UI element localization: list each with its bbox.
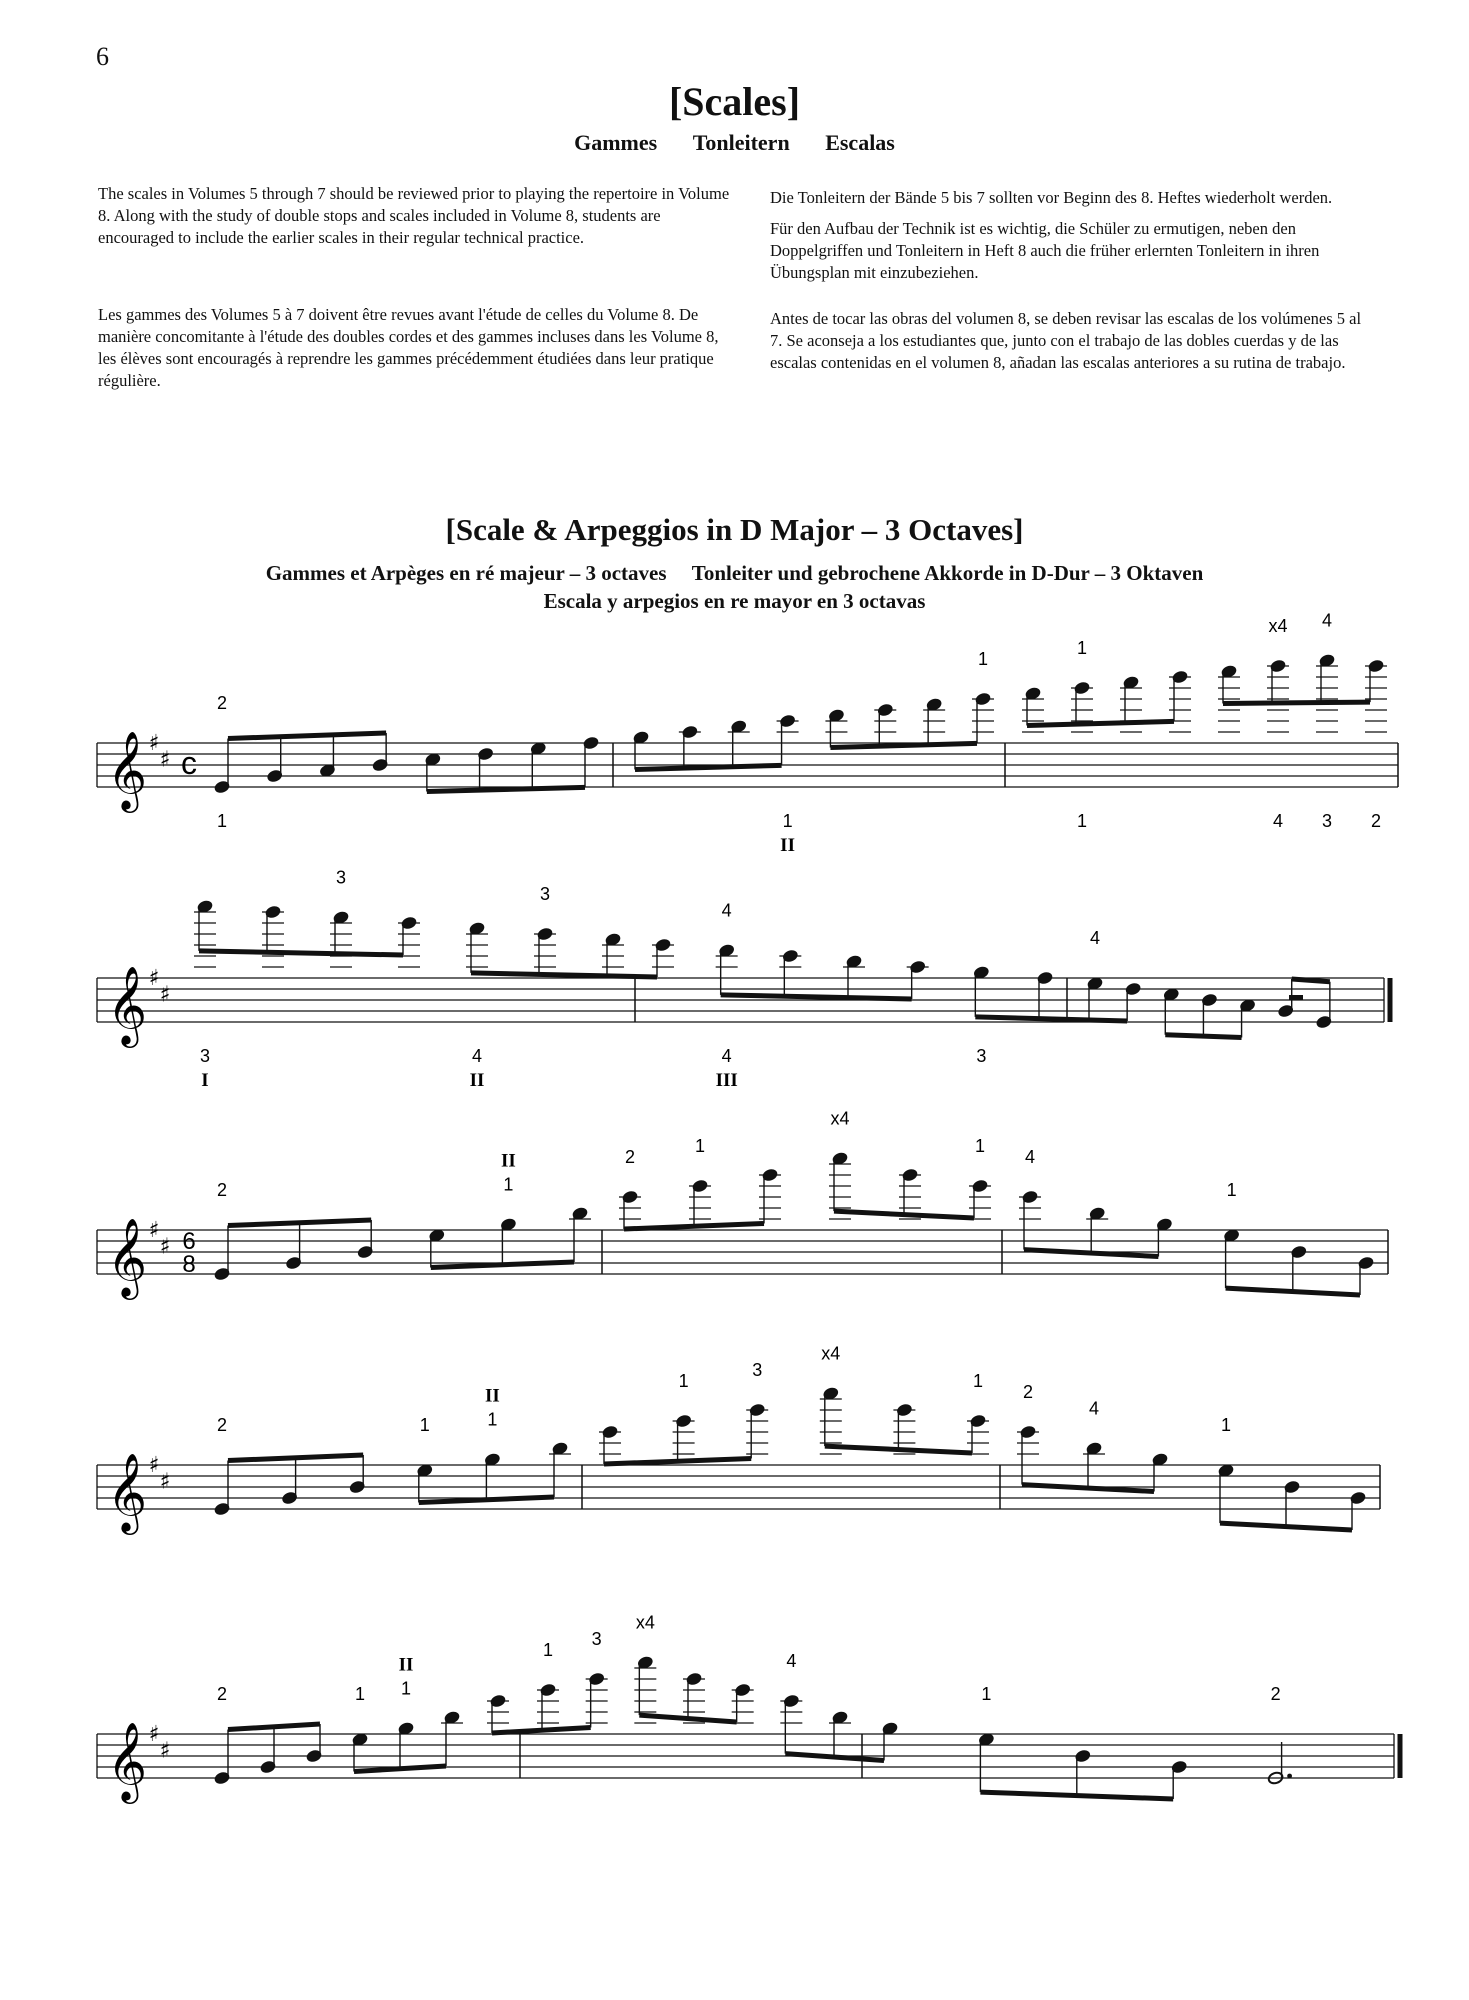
fingering-below: 4	[471, 1046, 483, 1066]
paragraph-german-1: Die Tonleitern der Bände 5 bis 7 sollten vor Beginn des 8. Heftes wiederholt werden.	[770, 188, 1333, 207]
fingering-above: 1	[419, 1415, 430, 1435]
beam	[1022, 1485, 1154, 1492]
beam	[975, 1017, 1127, 1021]
fingering-above: 2	[1270, 1684, 1281, 1704]
section-subtitle-spanish: Escala y arpegios en re mayor en 3 octavas	[543, 589, 926, 613]
time-signature-denominator: 8	[182, 1251, 196, 1278]
key-sharp-f: ♯	[148, 731, 160, 756]
fingering-below: 1	[216, 811, 228, 831]
beam	[492, 1728, 591, 1734]
beam	[228, 1455, 363, 1461]
fingering-below: 2	[1370, 811, 1382, 831]
page-number: 6	[96, 42, 109, 71]
beam	[834, 1211, 974, 1218]
fingering-below: 4	[721, 1046, 732, 1066]
fingering-above: 1	[977, 649, 989, 669]
key-sharp-f: ♯	[148, 966, 160, 991]
section-subtitle-german: Tonleiter und gebrochene Akkorde in D-Dur – 3 Oktaven	[691, 561, 1204, 585]
title-german: Tonleitern	[692, 130, 790, 155]
fingering-above: x4	[1268, 616, 1288, 636]
fingering-below: 1	[782, 811, 793, 831]
beam	[471, 973, 657, 977]
half-rest	[1289, 995, 1303, 1000]
key-sharp-c: ♯	[159, 1469, 171, 1495]
beam	[427, 787, 585, 791]
fingering-above: 2	[216, 1684, 228, 1704]
beam	[604, 1459, 751, 1465]
string-indication: III	[715, 1070, 738, 1091]
beam	[1292, 979, 1330, 982]
fingering-above: 2	[1022, 1382, 1034, 1402]
treble-clef: 𝄞	[106, 966, 148, 1045]
beam	[635, 765, 782, 769]
beam	[228, 1220, 371, 1226]
fingering-above: 1	[354, 1684, 366, 1704]
fingering-above: 3	[335, 867, 347, 888]
fingering-below: 4	[1272, 811, 1284, 831]
music-system	[97, 1613, 1400, 1805]
time-signature-numerator: 6	[182, 1228, 196, 1255]
fingering-above: 1	[974, 1136, 986, 1156]
fingering-above: 4	[1024, 1147, 1036, 1167]
key-sharp-c: ♯	[159, 747, 171, 773]
fingering-above: 4	[786, 1651, 797, 1671]
key-sharp-f: ♯	[148, 1218, 160, 1243]
string-indication: II	[780, 835, 795, 856]
section-title: [Scale & Arpeggios in D Major – 3 Octaves]	[445, 512, 1024, 547]
fingering-above: 2	[624, 1147, 636, 1167]
fingering-above: 2	[216, 1180, 228, 1200]
fingering-above: 3	[591, 1629, 602, 1649]
beam	[624, 1224, 764, 1230]
music-system	[97, 1109, 1388, 1301]
fingering-above: 4	[721, 900, 732, 921]
treble-clef: 𝄞	[106, 731, 148, 810]
fingering-below: 3	[199, 1046, 211, 1066]
beam	[785, 1754, 884, 1761]
fingering-above: 1	[1226, 1180, 1237, 1200]
fingering-above: 1	[1076, 638, 1088, 658]
fingering-above: 1	[400, 1678, 412, 1699]
beam	[639, 1715, 736, 1722]
fingering-above: 4	[1089, 928, 1101, 948]
key-sharp-c: ♯	[159, 982, 171, 1008]
paragraph-french: Les gammes des Volumes 5 à 7 doivent être revues avant l'étude de celles du Volume 8. De manière concomitante à l'étude des doubles cordes et des gammes incluses dans les Volume 8, les élèves sont encouragés à reprendre les gammes précédemment étudiées dans leur pratique régulière.	[98, 305, 719, 390]
fingering-above: 1	[542, 1640, 554, 1660]
treble-clef: 𝄞	[106, 1453, 148, 1532]
string-indication: I	[201, 1070, 209, 1091]
fingering-above: 3	[539, 884, 551, 904]
fingering-above: 1	[678, 1371, 689, 1391]
music-system	[97, 1344, 1380, 1536]
string-indication: II	[501, 1150, 516, 1172]
fingering-above: 4	[1321, 610, 1333, 631]
fingering-above: 1	[981, 1684, 992, 1704]
section-subtitle-french: Gammes et Arpèges en ré majeur – 3 octaves	[265, 561, 667, 585]
paragraph-english: The scales in Volumes 5 through 7 should be reviewed prior to playing the repertoire in Volume 8. Along with the study of double stops and scales included in Volume 8, students are encouraged to include the earlier scales in their regular technical practice.	[98, 184, 730, 247]
fingering-below: 3	[1321, 811, 1333, 831]
fingering-above: x4	[635, 1612, 655, 1633]
beam	[1024, 1250, 1158, 1257]
beam	[199, 951, 403, 955]
title-spanish: Escalas	[825, 130, 895, 155]
fingering-above: 2	[216, 1415, 228, 1435]
string-indication: II	[469, 1070, 485, 1091]
beam	[228, 733, 386, 739]
time-signature-common: c	[181, 745, 197, 781]
music-system	[97, 611, 1398, 857]
treble-clef: 𝄞	[106, 1218, 148, 1297]
title-french: Gammes	[574, 130, 658, 155]
fingering-above: 1	[503, 1174, 514, 1195]
beam	[1223, 702, 1370, 703]
beam	[1220, 1523, 1352, 1530]
fingering-above: 4	[1088, 1398, 1100, 1419]
beam	[1165, 1035, 1241, 1038]
paragraph-spanish: Antes de tocar las obras del volumen 8, se deben revisar las escalas de los volúmenes 5 al 7. Se aconseja a los estudiantes que, junto con el trabajo de las dobles cuerdas y de las escalas contenidas en el volumen 8, añadan las escalas anteriores a su rutina de trabajo.	[770, 309, 1362, 372]
fingering-above: 1	[487, 1409, 498, 1430]
treble-clef: 𝄞	[106, 1722, 148, 1801]
fingering-below: 1	[1076, 811, 1088, 831]
beam	[980, 1792, 1173, 1799]
paragraph-german-2: Für den Aufbau der Technik ist es wichtig, die Schüler zu ermutigen, neben den Doppelgriffen und Tonleitern in Heft 8 auch die früher erlernten Tonleitern in ihren Übungsplan mit einzubeziehen.	[770, 219, 1320, 282]
fingering-below: 3	[976, 1046, 987, 1066]
fingering-above: 2	[216, 693, 228, 713]
beam	[228, 1724, 320, 1730]
key-sharp-f: ♯	[148, 1453, 160, 1478]
string-indication: II	[485, 1385, 500, 1407]
fingering-above: 3	[752, 1360, 763, 1380]
fingering-above: x4	[830, 1108, 850, 1129]
music-system	[97, 868, 1390, 1092]
page-title: [Scales]	[668, 79, 801, 124]
beam	[721, 995, 912, 999]
beam	[1027, 721, 1174, 725]
fingering-above: x4	[821, 1343, 841, 1364]
beam	[830, 743, 977, 747]
key-sharp-c: ♯	[159, 1738, 171, 1764]
key-sharp-c: ♯	[159, 1234, 171, 1260]
augmentation-dot	[1287, 1774, 1292, 1779]
fingering-above: 1	[1220, 1415, 1232, 1435]
key-sharp-f: ♯	[148, 1722, 160, 1747]
beam	[1226, 1288, 1360, 1295]
fingering-above: 1	[972, 1371, 984, 1391]
beam	[825, 1446, 972, 1453]
string-indication: II	[398, 1654, 414, 1676]
fingering-above: 1	[694, 1136, 706, 1156]
